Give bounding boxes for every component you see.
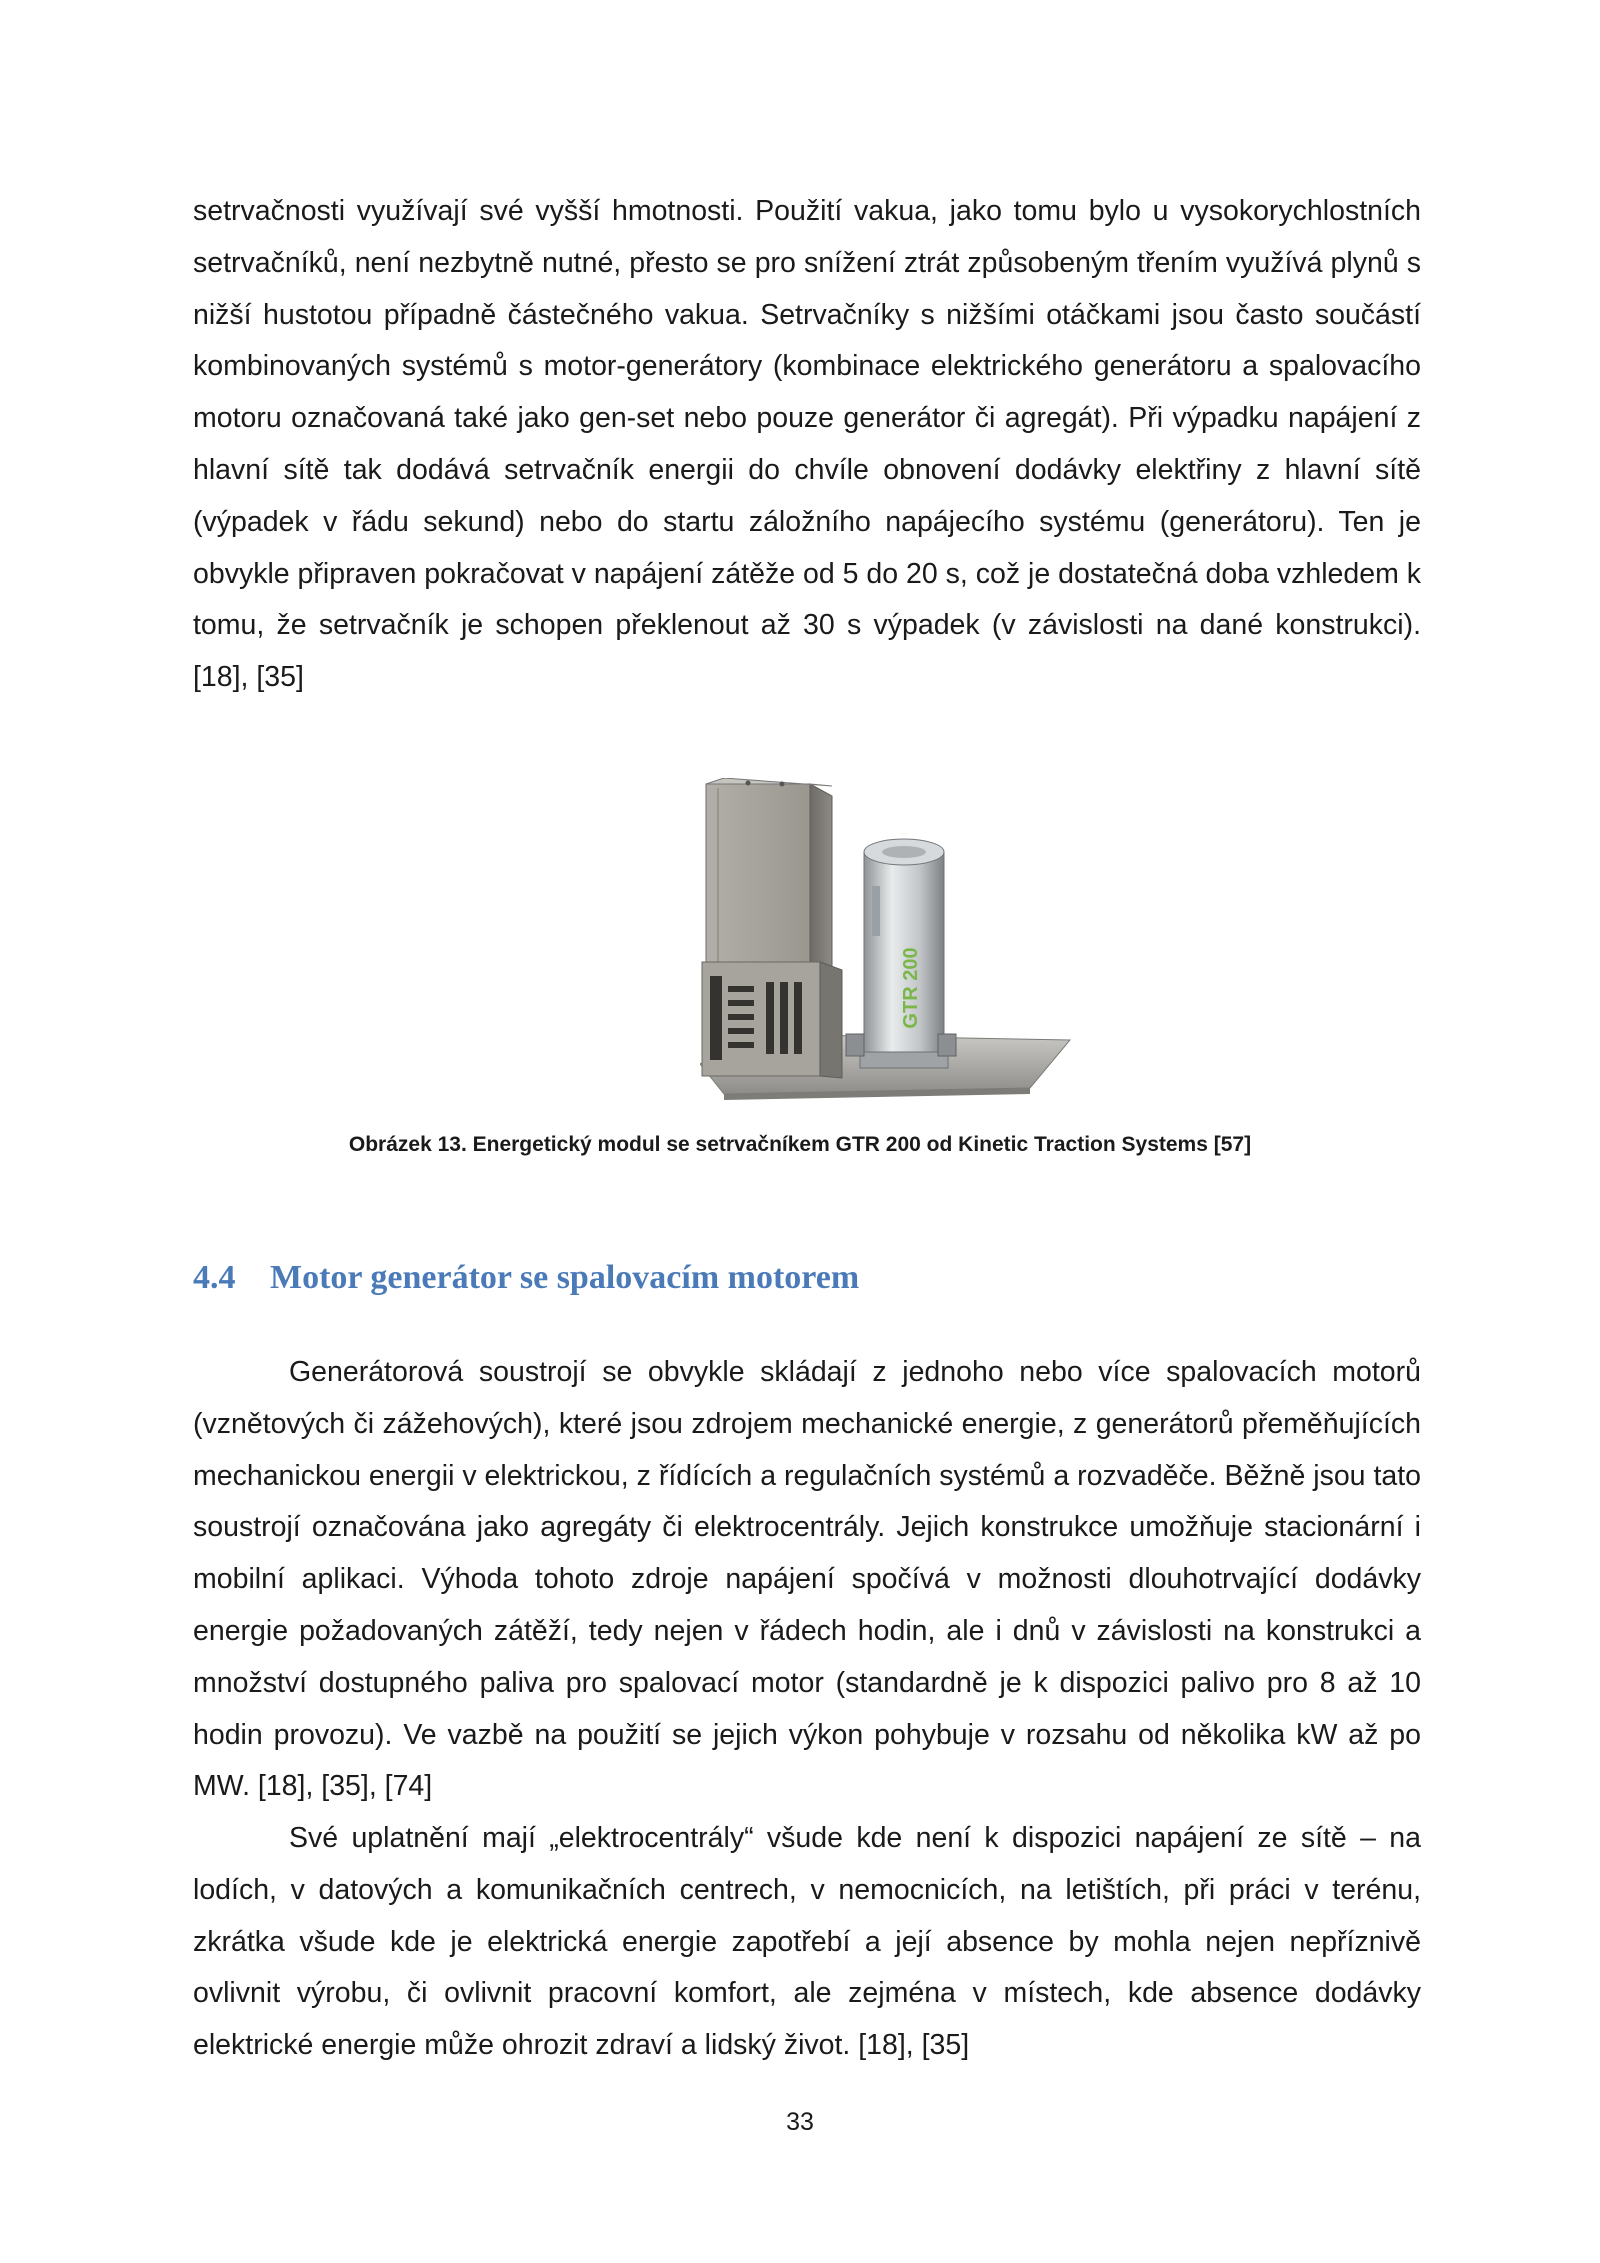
paragraph-generators: Generátorová soustrojí se obvykle skládají z jednoho nebo více spalovacích motorů (vznětových či zážehových), které jsou zdrojem mechanické energie, z generátorů přeměňujících mechanickou energii v elektrickou, z řídících a regulačních systémů a rozvaděče. Běžně jsou tato soustrojí označována jako agregáty či elektrocentrály. Jejich konstrukce umožňuje stacionární i mobilní aplikaci. Výhoda tohoto zdroje napájení spočívá v možnosti dlouhotrvající dodávky energie požadovaných zátěží, tedy nejen v řádech hodin, ale i dnů v závislosti na konstrukci a množství dostupného paliva pro spalovací motor (standardně je k dispozici palivo pro 8 až 10 hodin provozu). Ve vazbě na použití se jejich výkon pohybuje v rozsahu od několika kW až po MW. [18], [35], [74] — [193, 1356, 1421, 1803]
figure-caption: Obrázek 13. Energetický modul se setrvačníkem GTR 200 od Kinetic Traction Systems [57] — [348, 1133, 1252, 1156]
paragraph-intro: setrvačnosti využívají své vyšší hmotnosti. Použití vakua, jako tomu bylo u vysokorychlostních setrvačníků, není nezbytně nutné, přesto se pro snížení ztrát způsobeným třením využívá plynů s nižší hustotou případně částečného vakua. Setrvačníky s nižšími otáčkami jsou často součástí kombinovaných systémů s motor-generátory (kombinace elektrického generátoru a spalovacího motoru označovaná také jako gen-set nebo pouze generátor či agregát). Při výpadku napájení z hlavní sítě tak dodává setrvačník energii do chvíle obnovení dodávky elektřiny z hlavní sítě (výpadek v řádu sekund) nebo do startu záložního napájecího systému (generátoru). Ten je obvykle připraven pokračovat v napájení zátěže od 5 do 20 s, což je dostatečná doba vzhledem k tomu, že setrvačník je schopen překlenout až 30 s výpadek (v závislosti na dané konstrukci). [18], [35] — [193, 195, 1421, 694]
section-title: Motor generátor se spalovacím motorem — [270, 1259, 860, 1296]
flywheel-label: GTR 200 — [900, 947, 922, 1029]
paragraph-usage: Své uplatnění mají „elektrocentrály“ všude kde není k dispozici napájení ze sítě – na lodích, v datových a komunikačních centrech, v nemocnicích, na letištích, při práci v terénu, zkrátka všude kde je elektrická energie zapotřebí a její absence by mohla nejen nepříznivě ovlivnit výrobu, či ovlivnit pracovní komfort, ale zejména v místech, kde absence dodávky elektrické energie může ohrozit zdraví a lidský život. [18], [35] — [193, 1822, 1421, 2062]
section-number: 4.4 — [193, 1259, 236, 1296]
page-number: 33 — [786, 2108, 814, 2136]
section-heading — [193, 1256, 859, 1300]
figure-energy-module — [700, 778, 1080, 1100]
energy-module-image — [700, 778, 1080, 1100]
